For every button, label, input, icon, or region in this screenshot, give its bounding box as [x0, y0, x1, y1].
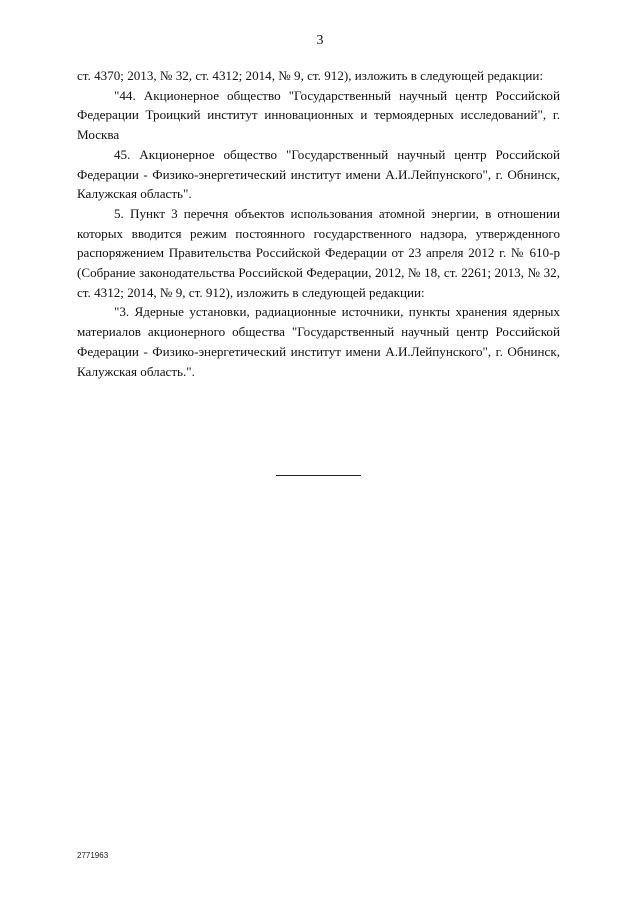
paragraph-item-44: "44. Акционерное общество "Государственный научный центр Российской Федерации Троицкий институт инновационных и термоядерных исследований", г. Москва	[77, 87, 560, 143]
paragraph-item-45: 45. Акционерное общество "Государственный научный центр Российской Федерации - Физико-энергетический институт имени А.И.Лейпунского", г. Обнинск, Калужская область".	[77, 146, 560, 202]
page-number: 3	[316, 33, 324, 48]
document-code: 2771963	[77, 851, 109, 860]
paragraph-point-5: 5. Пункт 3 перечня объектов использования атомной энергии, в отношении которых вводится режим постоянного государственного надзора, утвержденного распоряжением Правительства Российской Федерации от 23 апреля 2012 г. № 610-р (Собрание законодательства Российской Федерации, 2012, № 18, ст. 2261; 2013, № 32, ст. 4312; 2014, № 9, ст. 912), изложить в следующей редакции:	[77, 205, 560, 300]
end-separator-line	[276, 475, 361, 476]
paragraph-point-3-text: "3. Ядерные установки, радиационные источники, пункты хранения ядерных материалов акционерного общества "Государственный научный центр Российской Федерации - Физико-энергетический институт имени А.И.Лейпунского", г. Обнинск, Калужская область.".	[77, 304, 560, 379]
document-body	[77, 66, 560, 381]
paragraph-continuation: ст. 4370; 2013, № 32, ст. 4312; 2014, № 9, ст. 912), изложить в следующей редакции:	[77, 68, 544, 83]
